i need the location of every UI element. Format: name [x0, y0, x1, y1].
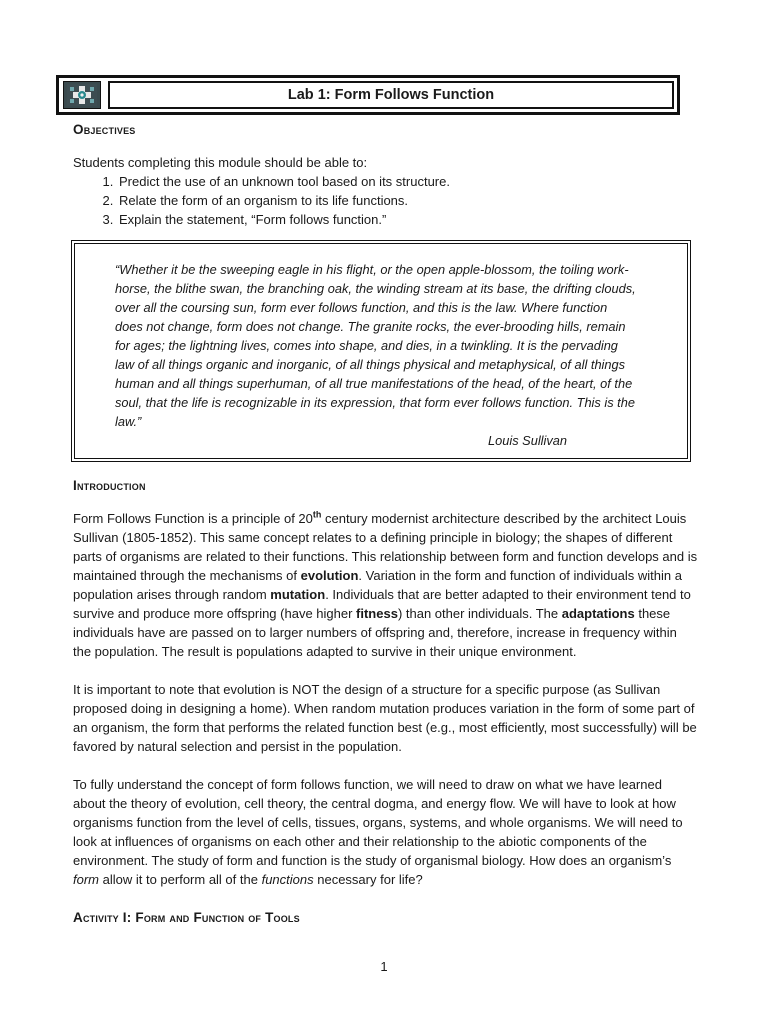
lab-header [56, 75, 680, 115]
logo-icon [63, 81, 101, 109]
text-span: century modernist architecture described by the architect Louis Sullivan (1805-1852). This same concept relates to a defining principle in biology; the shapes of different parts of organisms are related to their functions. This relationship between form and function develops and is maintained through the mechanisms of [73, 511, 698, 583]
intro-paragraph-3 [73, 775, 698, 889]
objectives-section [73, 153, 698, 229]
term-evolution: evolution [300, 568, 359, 583]
text-span: . Individuals that are better adapted to their environment tend to survive and produce more offspring (have higher [73, 587, 691, 621]
introduction-heading: Introduction [73, 478, 146, 493]
intro-paragraph-1 [73, 509, 698, 661]
text-span: these individuals have are passed on to larger numbers of offspring and, therefore, increase in frequency within the population. The result is populations adapted to survive in their unique environment. [73, 606, 677, 659]
objectives-intro: Students completing this module should be able to: [73, 155, 368, 170]
intro-paragraph-2: It is important to note that evolution is NOT the design of a structure for a specific purpose (as Sullivan proposed doing in designing a home). When random mutation produces variation in the form of some part of an organism, the form that performs the related function best (e.g., most efficiently, most successfully) will be favored by natural selection and persist in the population. [73, 682, 697, 754]
text-span: To fully understand the concept of form follows function, we will need to draw on what we have learned about the theory of evolution, cell theory, the central dogma, and energy flow. We will have to look at how organisms function from the level of cells, tissues, organs, systems, and whole organisms. We will need to look at influences of organisms on each other and their relationship to the abiotic components of the environment. The study of form and function is the study of organismal biology. How does an organism’s [73, 777, 683, 868]
objectives-list [73, 172, 698, 229]
activity-heading: Activity I: Form and Function of Tools [73, 910, 300, 925]
quote-attribution: Louis Sullivan [488, 433, 567, 448]
objectives-heading: Objectives [73, 122, 136, 137]
objective-item: 3. Explain the statement, “Form follows function.” [117, 210, 698, 229]
introduction-body [73, 509, 698, 889]
term-adaptations: adaptations [561, 606, 635, 621]
quote-text: “Whether it be the sweeping eagle in his flight, or the open apple-blossom, the toiling work-horse, the blithe swan, the branching oak, the winding stream at its base, the drifting clouds, over all the coursing sun, form ever follows function, and this is the law. Where function does not change, form does not change. The granite rocks, the ever-brooding hills, remain for ages; the lightning lives, comes into shape, and dies, in a twinkling. It is the pervading law of all things organic and inorganic, of all things physical and metaphysical, of all things human and all things superhuman, of all true manifestations of the head, of the heart, of the soul, that the life is recognizable in its expression, that form ever follows function. This is the law.” [115, 262, 636, 429]
term-mutation: mutation [270, 587, 326, 602]
text-span: Form Follows Function is a principle of 20 [73, 511, 313, 526]
emphasis-functions: functions [261, 872, 314, 887]
quote-inner [74, 243, 688, 459]
emphasis-form: form [73, 872, 99, 887]
text-span: allow it to perform all of the [99, 872, 262, 887]
page-number: 1 [380, 959, 388, 974]
term-fitness: fitness [356, 606, 398, 621]
objective-item: 2. Relate the form of an organism to its life functions. [117, 191, 698, 210]
text-span: necessary for life? [313, 872, 423, 887]
page-title: Lab 1: Form Follows Function [108, 81, 674, 109]
quote-box [71, 240, 691, 462]
objective-item: 1. Predict the use of an unknown tool based on its structure. [117, 172, 698, 191]
text-span: ) than other individuals. The [397, 606, 562, 621]
superscript: th [312, 509, 322, 520]
text-span: . Variation in the form and function of individuals within a population arises through random [73, 568, 682, 602]
